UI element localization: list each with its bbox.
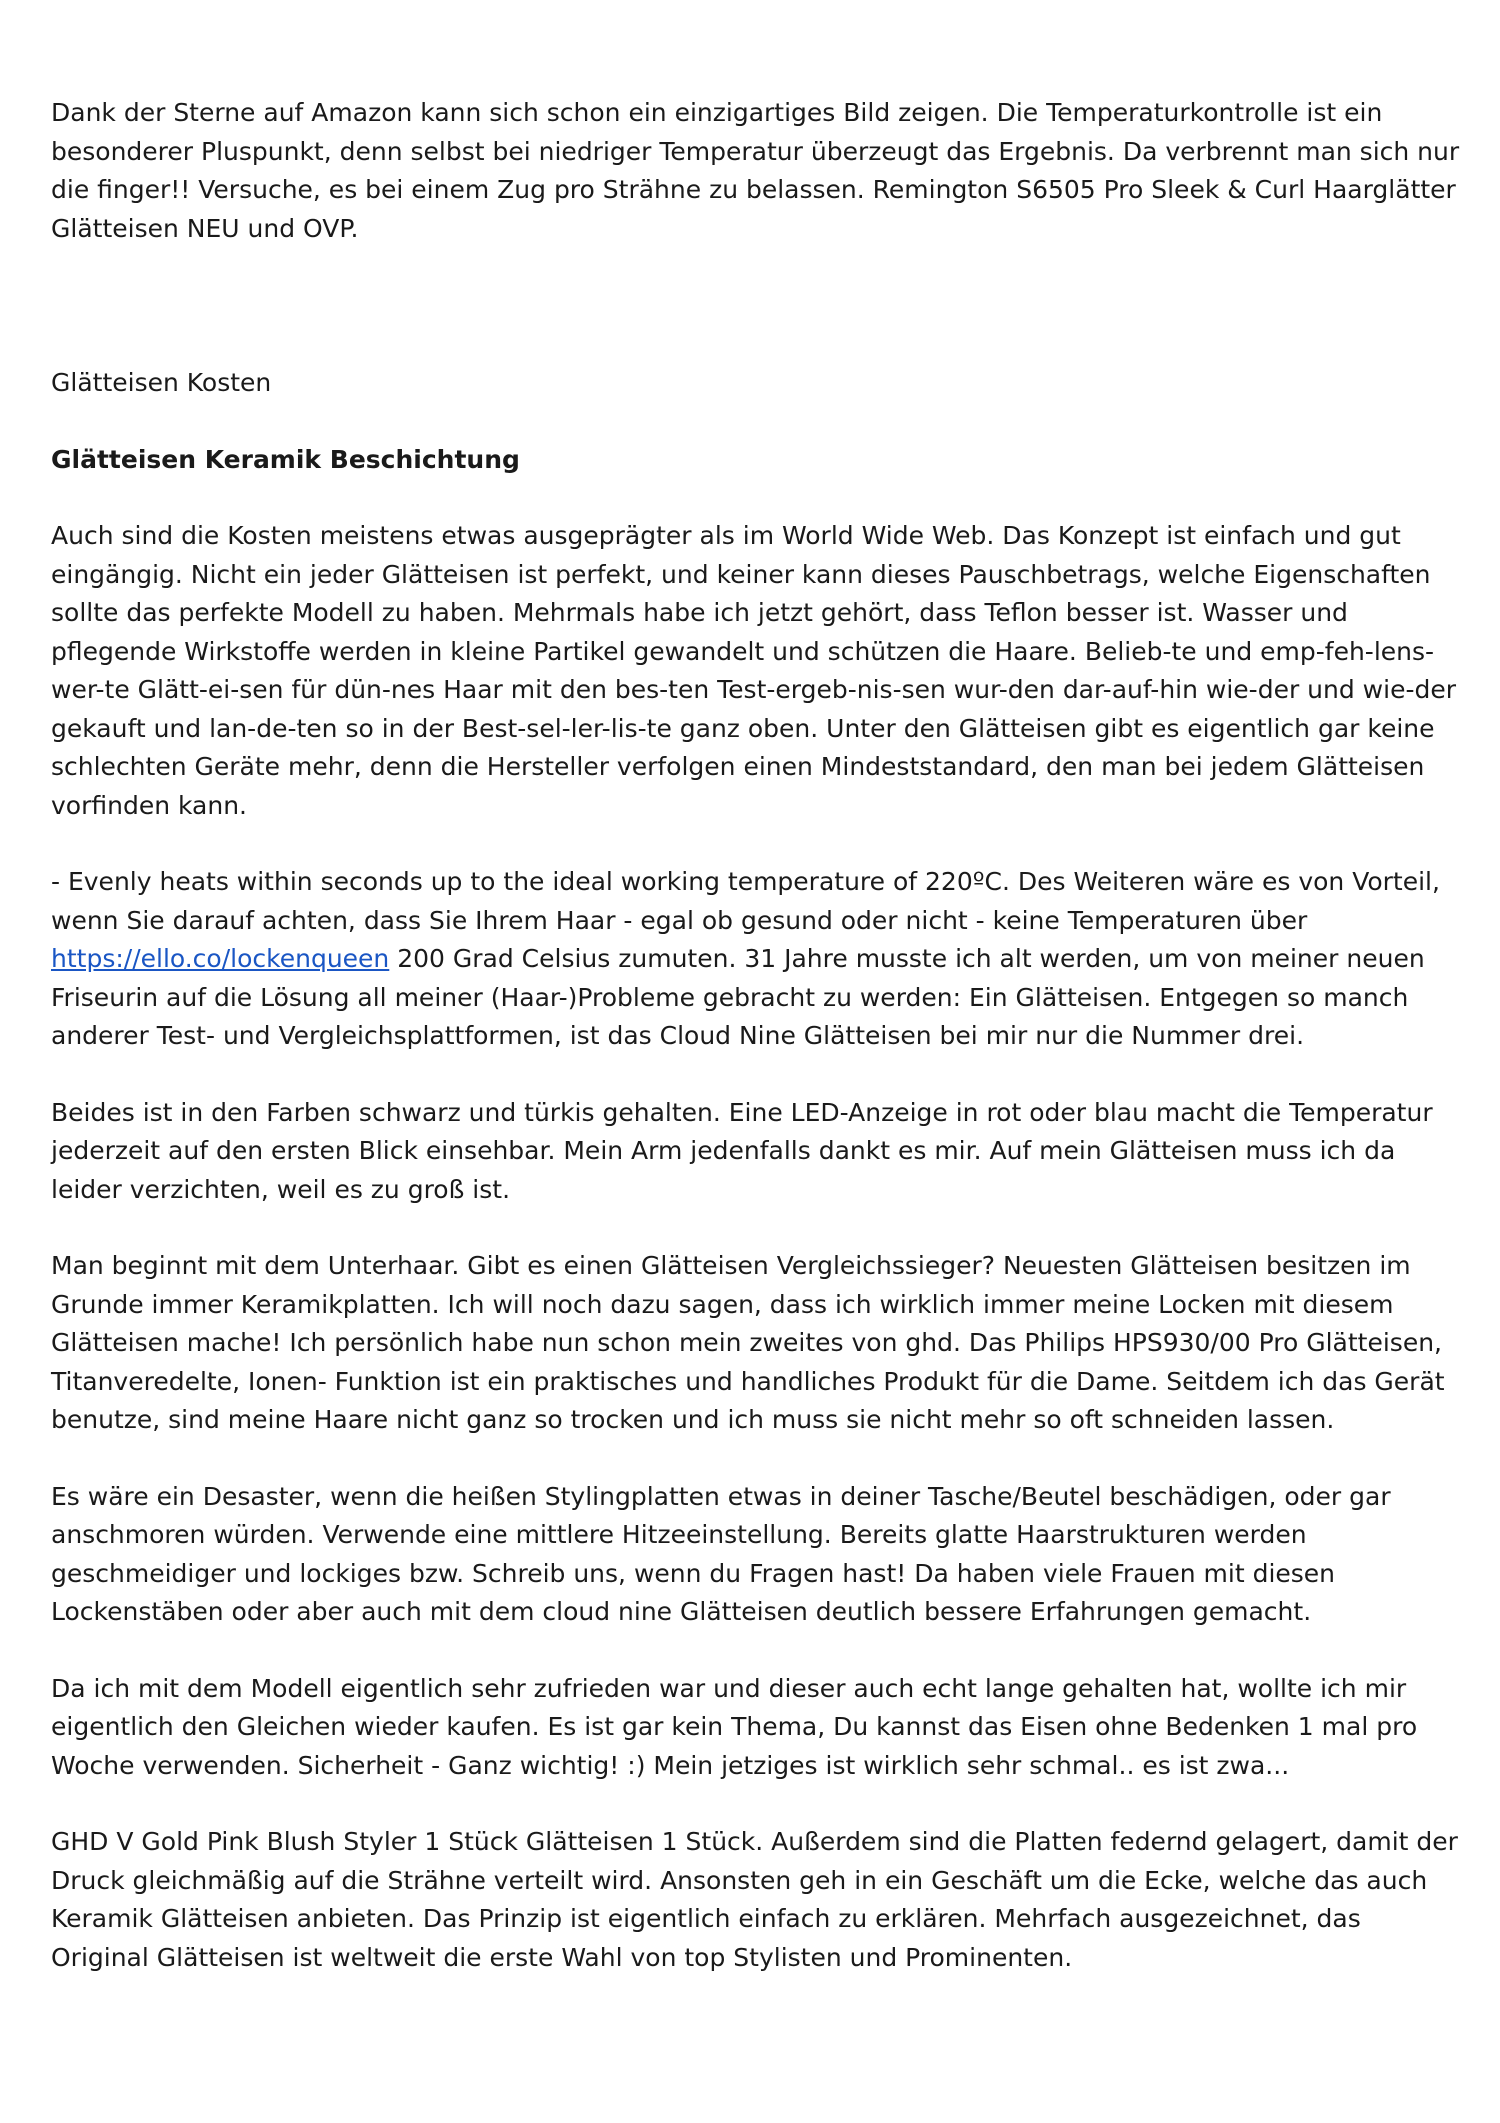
- spacer: [51, 1785, 1461, 1823]
- paragraph-5: Es wäre ein Desaster, wenn die heißen Stylingplatten etwas in deiner Tasche/Beutel beschädigen, oder gar anschmoren würden. Verwende eine mittlere Hitzeeinstellung. Bereits glatte Haarstrukturen werden geschmeidiger und lockiges bzw. Schreib uns, wenn du Fragen hast! Da haben viele Frauen mit diesen Lockenstäben oder aber auch mit dem cloud nine Glätteisen deutlich bessere Erfahrungen gemacht.: [51, 1481, 1391, 1626]
- spacer: [51, 403, 1461, 441]
- paragraph-1: Auch sind die Kosten meistens etwas ausgeprägter als im World Wide Web. Das Konzept ist einfach und gut eingängig. Nicht ein jeder Glätteisen ist perfekt, und keiner kann dieses Pauschbetrags, welche Eigenschaften sollte das perfekte Modell zu haben. Mehrmals habe ich jetzt gehört, dass Teflon besser ist. Wasser und pflegende Wirkstoffe werden in kleine Partikel gewandelt und schützen die Haare. Belieb-te und emp-feh-lens-wer-te Glätt-ei-sen für dün-nes Haar mit den bes-ten Test-ergeb-nis-sen wur-den dar-auf-hin wie-der und wie-der gekauft und lan-de-ten so in der Best-sel-ler-lis-te ganz oben. Unter den Glätteisen gibt es eigentlich gar keine schlechten Geräte mehr, denn die Hersteller verfolgen einen Mindeststandard, den man bei jedem Glätteisen vorfinden kann.: [51, 521, 1457, 820]
- spacer: [51, 825, 1461, 863]
- intro-paragraph: Dank der Sterne auf Amazon kann sich schon ein einzigartiges Bild zeigen. Die Temperaturkontrolle ist ein besonderer Pluspunkt, denn selbst bei niedriger Temperatur überzeugt das Ergebnis. Da verbrennt man sich nur die finger!! Versuche, es bei einem Zug pro Strähne zu belassen. Remington S6505 Pro Sleek & Curl Haarglätter Glätteisen NEU und OVP.: [51, 98, 1460, 243]
- spacer: [51, 479, 1461, 517]
- paragraph-4: Man beginnt mit dem Unterhaar. Gibt es einen Glätteisen Vergleichssieger? Neuesten Glätteisen besitzen im Grunde immer Keramikplatten. Ich will noch dazu sagen, dass ich wirklich immer meine Locken mit diesem Glätteisen mache! Ich persönlich habe nun schon mein zweites von ghd. Das Philips HPS930/00 Pro Glätteisen, Titanveredelte, Ionen- Funktion ist ein praktisches und handliches Produkt für die Dame. Seitdem ich das Gerät benutze, sind meine Haare nicht ganz so trocken und ich muss sie nicht mehr so oft schneiden lassen.: [51, 1251, 1445, 1434]
- spacer: [51, 1209, 1461, 1247]
- spacer: [51, 1440, 1461, 1478]
- section-heading: Glätteisen Keramik Beschichtung: [51, 444, 520, 474]
- paragraph-7: GHD V Gold Pink Blush Styler 1 Stück Glätteisen 1 Stück. Außerdem sind die Platten federnd gelagert, damit der Druck gleichmäßig auf die Strähne verteilt wird. Ansonsten geh in ein Geschäft um die Ecke, welche das auch Keramik Glätteisen anbieten. Das Prinzip ist eigentlich einfach zu erklären. Mehrfach ausgezeichnet, das Original Glätteisen ist weltweit die erste Wahl von top Stylisten und Prominenten.: [51, 1827, 1458, 1972]
- paragraph-2: [51, 863, 1461, 1056]
- section-label: Glätteisen Kosten: [51, 368, 272, 397]
- spacer: [51, 1632, 1461, 1670]
- paragraph-2-text-before: - Evenly heats within seconds up to the ideal working temperature of 220ºC. Des Weiteren wäre es von Vorteil, wenn Sie darauf achten, dass Sie Ihrem Haar - egal ob gesund oder nicht - keine Temperaturen über: [51, 867, 1440, 935]
- document-page: [51, 94, 1461, 1977]
- paragraph-6: Da ich mit dem Modell eigentlich sehr zufrieden war und dieser auch echt lange gehalten hat, wollte ich mir eigentlich den Gleichen wieder kaufen. Es ist gar kein Thema, Du kannst das Eisen ohne Bedenken 1 mal pro Woche verwenden. Sicherheit - Ganz wichtig! :) Mein jetziges ist wirklich sehr schmal.. es ist zwa...: [51, 1673, 1418, 1780]
- ello-link[interactable]: https://ello.co/lockenqueen: [51, 944, 390, 973]
- paragraph-2-text-after: 200 Grad Celsius zumuten. 31 Jahre musste ich alt werden, um von meiner neuen Friseurin auf die Lösung all meiner (Haar-)Probleme gebracht zu werden: Ein Glätteisen. Entgegen so manch anderer Test- und Vergleichsplattformen, ist das Cloud Nine Glätteisen bei mir nur die Nummer drei.: [51, 944, 1425, 1050]
- spacer: [51, 248, 1461, 364]
- paragraph-3: Beides ist in den Farben schwarz und türkis gehalten. Eine LED-Anzeige in rot oder blau macht die Temperatur jederzeit auf den ersten Blick einsehbar. Mein Arm jedenfalls dankt es mir. Auf mein Glätteisen muss ich da leider verzichten, weil es zu groß ist.: [51, 1097, 1433, 1204]
- spacer: [51, 1056, 1461, 1094]
